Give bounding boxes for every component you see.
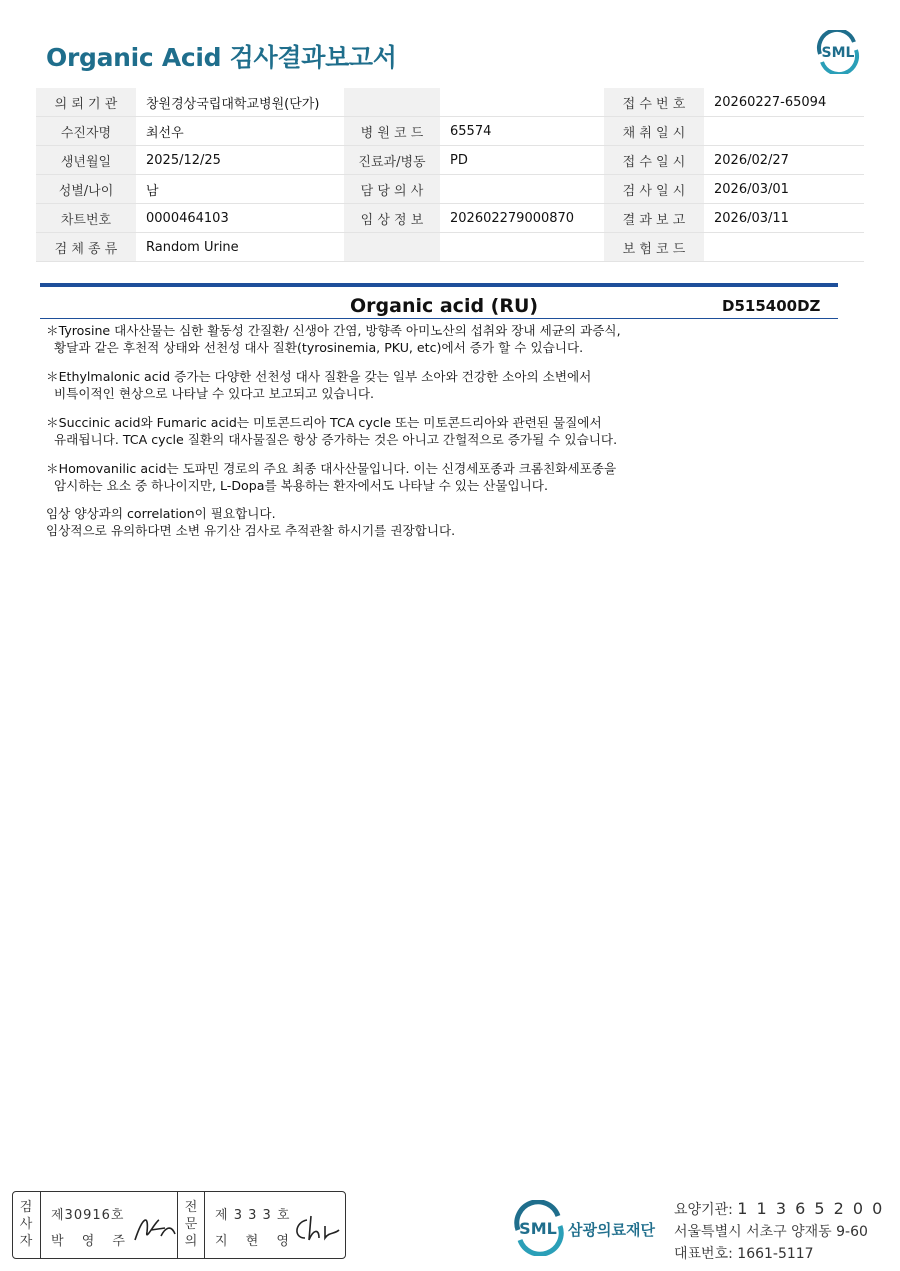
info-label: 검 사 일 시 [604,175,704,204]
info-label: 접 수 번 호 [604,88,704,117]
note-item [46,414,746,448]
examiner-signature-icon [131,1210,179,1246]
info-value: 2026/02/27 [704,146,864,175]
note-line: 비특이적인 현상으로 나타날 수 있다고 보고되고 있습니다. [54,386,374,401]
examiner-label: 검 사 자 [19,1200,33,1249]
note-line: ＊Ethylmalonic acid 증가는 다양한 선천성 대사 질환을 갖는 일부 소아와 건강한 소아의 소변에서 [46,369,592,384]
info-label: 병 원 코 드 [344,117,440,146]
closing-remark [46,505,746,539]
sml-footer-logo-icon [510,1200,566,1256]
note-line: 암시하는 요소 중 하나이지만, L-Dopa를 복용하는 환자에서도 나타날 수 있는 산물입니다. [54,478,548,493]
info-value: 남 [136,175,344,204]
info-label: 채 취 일 시 [604,117,704,146]
svg-text:SML: SML [821,45,855,61]
report-title: Organic Acid 검사결과보고서 [46,43,397,72]
section-title: Organic acid (RU) [350,295,539,317]
info-label: 생년월일 [36,146,136,175]
section-rule-bottom [40,318,838,319]
info-row [36,233,864,262]
info-value [440,88,604,117]
info-value: 창원경상국립대학교병원(단가) [136,88,344,117]
interpretation-notes [46,322,746,539]
info-label: 진료과/병동 [344,146,440,175]
sml-logo-icon [814,30,862,74]
note-line: ＊Succinic acid와 Fumaric acid는 미토콘드리아 TCA cycle 또는 미토콘드리아와 관련된 물질에서 [46,415,602,430]
note-item [46,368,746,402]
specialist-license-no: 제 3 3 3 호 [215,1208,291,1223]
info-label: 의 뢰 기 관 [36,88,136,117]
info-value: 65574 [440,117,604,146]
info-label: 성별/나이 [36,175,136,204]
footer-line-institution: 요양기관: 1 1 3 6 5 2 0 0 [674,1199,885,1218]
specialist-label: 전 문 의 [184,1200,198,1249]
patient-info-table [36,88,864,262]
info-value: 0000464103 [136,204,344,233]
info-row [36,146,864,175]
footer-line-address: 서울특별시 서초구 양재동 9-60 [674,1224,868,1240]
note-line: ＊Tyrosine 대사산물는 심한 활동성 간질환/ 신생아 간염, 방향족 아미노산의 섭취와 장내 세균의 과증식, [46,323,621,338]
closing-line: 임상적으로 유의하다면 소변 유기산 검사로 추적관찰 하시기를 권장합니다. [46,523,456,538]
info-value: 2025/12/25 [136,146,344,175]
footer-line-phone: 대표번호: 1661-5117 [674,1246,814,1262]
examiner-name: 박 영 주 [51,1234,132,1249]
info-value [704,233,864,262]
info-label: 담 당 의 사 [344,175,440,204]
info-value [440,233,604,262]
signature-box [12,1191,346,1259]
section-code: D515400DZ [722,297,821,315]
info-label: 수진자명 [36,117,136,146]
info-label: 결 과 보 고 [604,204,704,233]
examiner-license-no: 제30916호 [51,1208,125,1223]
divider [40,1192,41,1258]
info-row [36,175,864,204]
info-value: PD [440,146,604,175]
footer-org-name: 삼광의료재단 [568,1221,655,1239]
info-row [36,204,864,233]
info-value: 20260227-65094 [704,88,864,117]
info-label: 접 수 일 시 [604,146,704,175]
info-label: 차트번호 [36,204,136,233]
info-label [344,88,440,117]
specialist-name: 지 현 영 [215,1234,296,1249]
note-line: ＊Homovanilic acid는 도파민 경로의 주요 최종 대사산물입니다. 이는 신경세포종과 크롬친화세포종을 [46,461,617,476]
note-line: 유래됩니다. TCA cycle 질환의 대사물질은 항상 증가하는 것은 아니고 간헐적으로 증가될 수 있습니다. [54,432,618,447]
info-value [704,117,864,146]
info-value: 202602279000870 [440,204,604,233]
note-line: 황달과 같은 후천적 상태와 선천성 대사 질환(tyrosinemia, PKU, etc)에서 증가 할 수 있습니다. [54,340,584,355]
info-label: 검 체 종 류 [36,233,136,262]
info-value: 2026/03/01 [704,175,864,204]
info-label: 임 상 정 보 [344,204,440,233]
info-label: 보 험 코 드 [604,233,704,262]
section-rule-top [40,283,838,287]
info-value: 최선우 [136,117,344,146]
info-row [36,117,864,146]
info-row [36,88,864,117]
note-item [46,322,746,356]
svg-text:SML: SML [519,1219,557,1238]
note-item [46,460,746,494]
info-value [440,175,604,204]
divider [204,1192,205,1258]
info-label [344,233,440,262]
specialist-signature-icon [289,1212,341,1246]
info-value: 2026/03/11 [704,204,864,233]
footer-info [674,1198,884,1265]
closing-line: 임상 양상과의 correlation이 필요합니다. [46,506,276,521]
info-value: Random Urine [136,233,344,262]
